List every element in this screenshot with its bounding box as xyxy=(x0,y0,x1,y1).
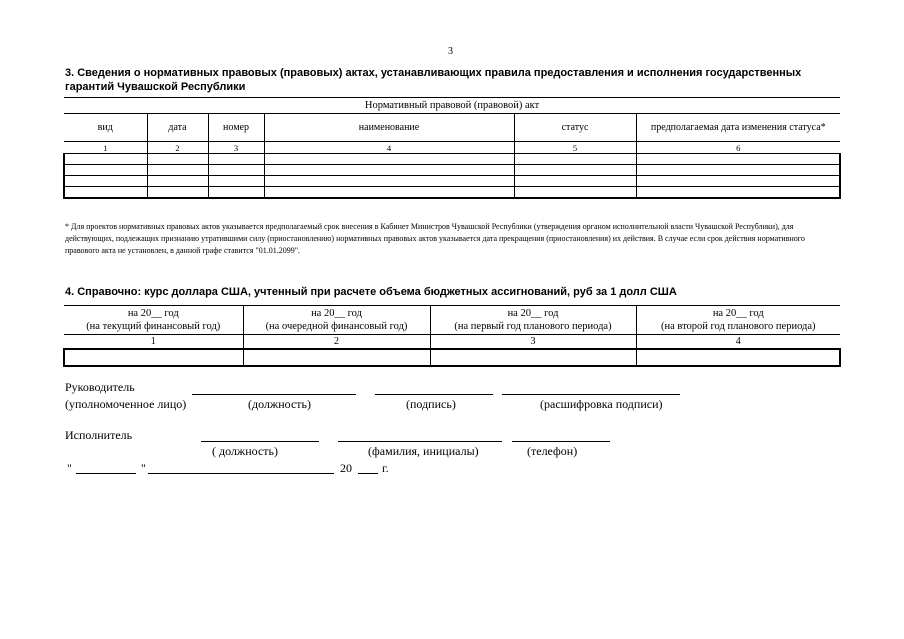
section-4-heading: 4. Справочно: курс доллара США, учтенный при расчете объема бюджетных ассигнований, руб за 1 долл США xyxy=(65,286,677,298)
table-cell[interactable] xyxy=(64,187,147,199)
date-day-line[interactable] xyxy=(76,473,136,474)
table-cell[interactable] xyxy=(147,165,208,176)
table-row xyxy=(64,187,840,199)
col-number: 2 xyxy=(147,142,208,154)
head-label: Руководитель xyxy=(65,380,135,394)
table-cell[interactable] xyxy=(64,176,147,187)
date-year-prefix: 20 xyxy=(340,461,352,475)
year-header-current: на 20__ год (на текущий финансовый год) xyxy=(64,306,243,335)
col-number: 4 xyxy=(264,142,514,154)
col-header-number: номер xyxy=(208,114,264,142)
table-cell[interactable] xyxy=(264,165,514,176)
executor-label: Исполнитель xyxy=(65,428,133,442)
col-number: 5 xyxy=(514,142,636,154)
year-header-plan-2: на 20__ год (на второй год планового периода) xyxy=(636,306,840,335)
year-header-next: на 20__ год (на очередной финансовый год) xyxy=(243,306,430,335)
col-header-status: статус xyxy=(514,114,636,142)
table-cell[interactable] xyxy=(264,187,514,199)
table-cell[interactable] xyxy=(64,165,147,176)
table-title: Нормативный правовой (правовой) акт xyxy=(64,98,840,114)
col-number: 2 xyxy=(243,335,430,350)
table-cell[interactable] xyxy=(264,154,514,165)
table-cell[interactable] xyxy=(636,165,840,176)
col-header-date: дата xyxy=(147,114,208,142)
decoding-caption: (расшифровка подписи) xyxy=(540,397,663,411)
table-cell[interactable] xyxy=(208,187,264,199)
table-cell[interactable] xyxy=(514,187,636,199)
table-cell[interactable] xyxy=(208,176,264,187)
col-number: 6 xyxy=(636,142,840,154)
table-cell[interactable] xyxy=(514,165,636,176)
exec-phone-line[interactable] xyxy=(512,441,610,442)
col-number: 1 xyxy=(64,142,147,154)
rate-cell[interactable] xyxy=(430,349,636,366)
table-cell[interactable] xyxy=(636,154,840,165)
table-row xyxy=(64,349,840,366)
head-sub-label: (уполномоченное лицо) xyxy=(65,397,187,411)
col-number: 1 xyxy=(64,335,243,350)
rate-cell[interactable] xyxy=(636,349,840,366)
rate-cell[interactable] xyxy=(243,349,430,366)
table-row xyxy=(64,165,840,176)
date-month-line[interactable] xyxy=(148,473,334,474)
table-cell[interactable] xyxy=(514,176,636,187)
date-open-quote: " xyxy=(67,461,72,475)
col-number: 3 xyxy=(430,335,636,350)
table-cell[interactable] xyxy=(147,187,208,199)
col-number: 4 xyxy=(636,335,840,350)
col-header-status-change-date: предполагаемая дата изменения статуса* xyxy=(636,114,840,142)
footnote: * Для проектов нормативных правовых актов указывается предполагаемый срок внесения в Кабинет Министров Чувашской Республики (утверждения органом исполнительной власти Чувашской Республики), для действующих, подлежащих признанию утратившими силу (приостановлению) нормативных правовых актов указывается дата прекращения (приостановления) их действия. В случае если срок действия нормативного правового акта не установлен, в данной графе ставится "01.01.2099". xyxy=(65,222,805,255)
date-year-suffix: г. xyxy=(382,461,389,475)
table-cell[interactable] xyxy=(147,176,208,187)
exec-position-line[interactable] xyxy=(201,441,319,442)
table-cell[interactable] xyxy=(636,176,840,187)
date-year-line[interactable] xyxy=(358,473,378,474)
table-cell[interactable] xyxy=(208,154,264,165)
signature-caption: (подпись) xyxy=(406,397,456,411)
date-close-quote: " xyxy=(141,461,146,475)
section-3-heading: 3. Сведения о нормативных правовых (правовых) актах, устанавливающих правила предоставления и исполнения государственных гарантий Чувашской Республики xyxy=(65,67,802,93)
col-header-name: наименование xyxy=(264,114,514,142)
normative-acts-table xyxy=(63,97,841,199)
position-caption: (должность) xyxy=(248,397,311,411)
signature-line[interactable] xyxy=(375,394,493,395)
year-header-plan-1: на 20__ год (на первый год планового периода) xyxy=(430,306,636,335)
table-cell[interactable] xyxy=(514,154,636,165)
col-header-type: вид xyxy=(64,114,147,142)
table-row xyxy=(64,154,840,165)
decoding-line[interactable] xyxy=(502,394,680,395)
table-row xyxy=(64,176,840,187)
table-cell[interactable] xyxy=(64,154,147,165)
table-cell[interactable] xyxy=(636,187,840,199)
page-number: 3 xyxy=(448,46,453,57)
table-cell[interactable] xyxy=(208,165,264,176)
rate-cell[interactable] xyxy=(64,349,243,366)
col-number: 3 xyxy=(208,142,264,154)
table-cell[interactable] xyxy=(147,154,208,165)
table-cell[interactable] xyxy=(264,176,514,187)
exec-name-caption: (фамилия, инициалы) xyxy=(368,444,479,458)
exec-name-line[interactable] xyxy=(338,441,502,442)
exchange-rate-table xyxy=(63,305,841,367)
position-line[interactable] xyxy=(192,394,356,395)
exec-phone-caption: (телефон) xyxy=(527,444,578,458)
exec-position-caption: ( должность) xyxy=(212,444,278,458)
